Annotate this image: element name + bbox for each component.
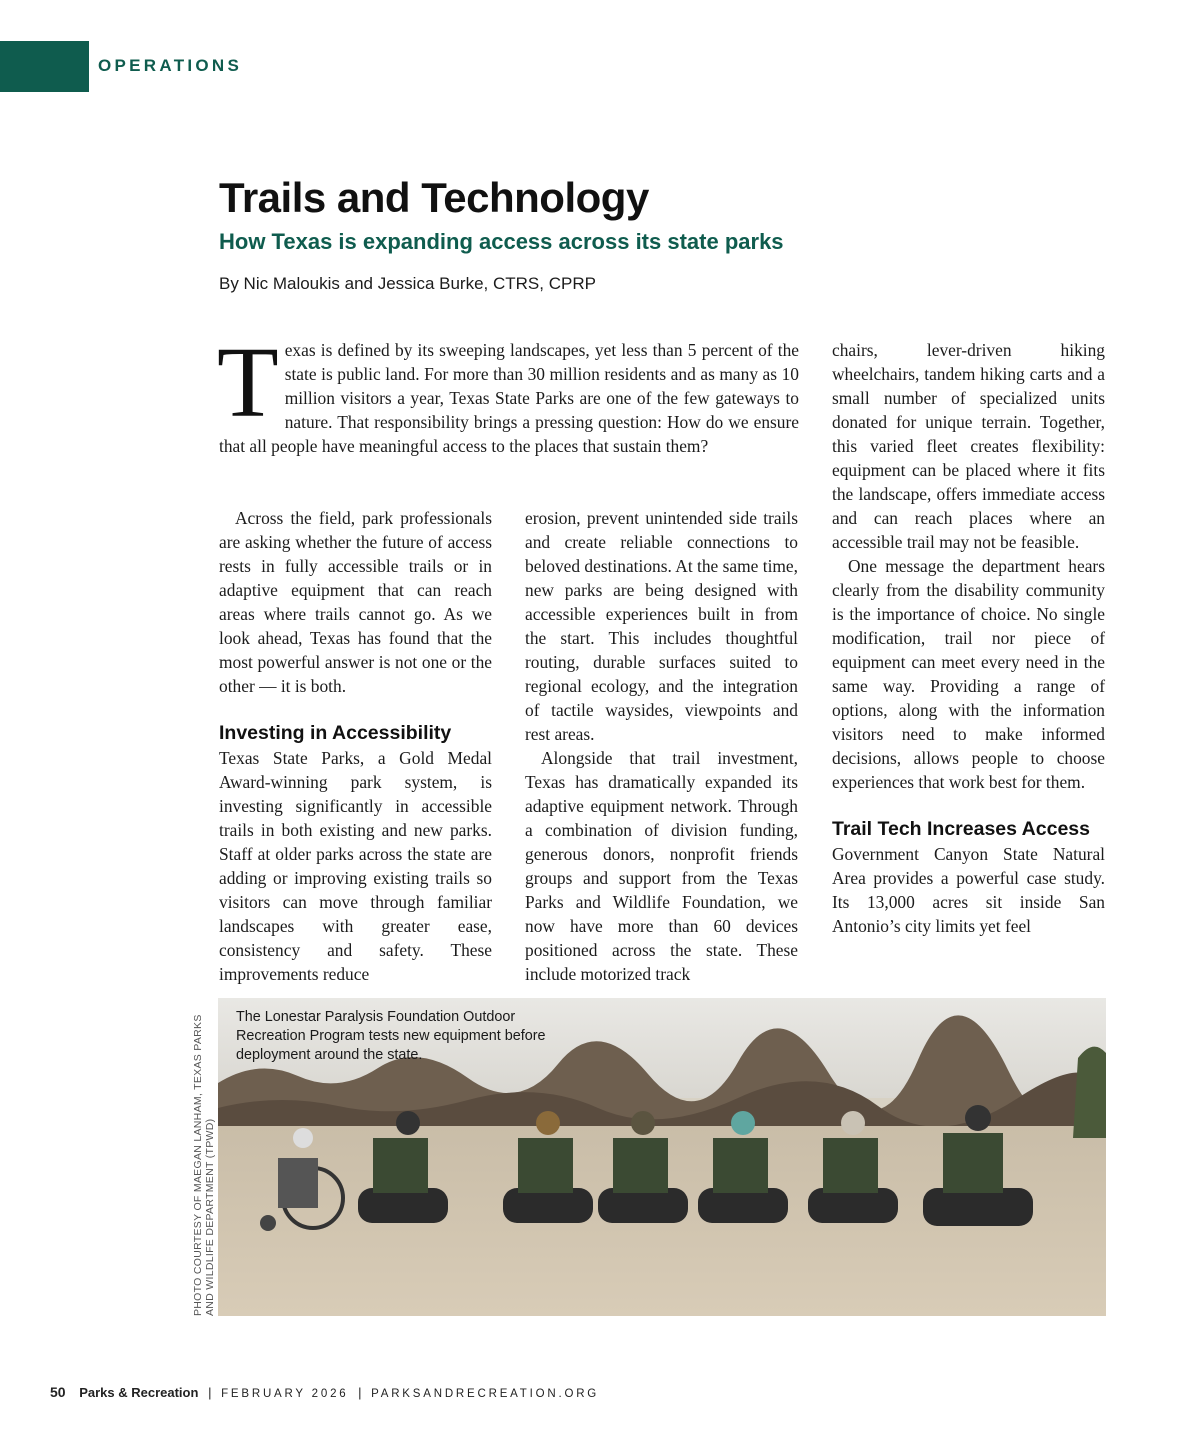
body-paragraph: chairs, lever-driven hiking wheelchairs, tandem hiking carts and a small number of specialized units donated for unique terrain. Together, this varied fleet creates flexibility: equipment can be placed where it fits the landscape, offers immediate access and can reach places where an accessible trail may not be feasible. <box>832 340 1105 552</box>
footer-separator: | <box>358 1385 362 1400</box>
body-paragraph: Alongside that trail investment, Texas has dramatically expanded its adaptive equipment network. Through a combination of division funding, generous donors, nonprofit friends groups and support from the Texas Parks and Wildlife Foundation, we now have more than 60 devices positioned across the state. These include motorized track <box>525 748 798 984</box>
subheading-investing: Investing in Accessibility <box>219 722 452 744</box>
article-title: Trails and Technology <box>219 174 649 221</box>
byline: By Nic Maloukis and Jessica Burke, CTRS, CPRP <box>219 274 596 293</box>
body-paragraph: Across the field, park professionals are asking whether the future of access rests in fully accessible trails or in adaptive equipment that can reach areas where trails cannot go. As we look ahead, Texas has found that the most powerful answer is not one or the other — it is both. <box>219 508 492 696</box>
drop-cap: T <box>217 326 279 438</box>
article-subtitle: How Texas is expanding access across its state parks <box>219 229 784 254</box>
column-2 <box>525 506 798 986</box>
section-color-block <box>0 41 89 92</box>
body-paragraph: One message the department hears clearly from the disability community is the importance of choice. No single modification, trail nor piece of equipment can meet every need in the same way. Providing a range of options, along with the information visitors need to make informed decisions, allows people to choose experiences that work best for them. <box>832 556 1105 792</box>
body-paragraph: Texas State Parks, a Gold Medal Award-winning park system, is investing significantly in accessible trails in both existing and new parks. Staff at older parks across the state are adding or improving existing trails so visitors can move through familiar landscapes with greater ease, consistency and safety. These improvements reduce <box>219 748 492 984</box>
subheading-trail-tech: Trail Tech Increases Access <box>832 818 1090 840</box>
body-paragraph: Government Canyon State Natural Area provides a powerful case study. Its 13,000 acres sit inside San Antonio’s city limits yet feel <box>832 844 1105 936</box>
column-3 <box>832 338 1105 938</box>
column-1 <box>219 506 492 986</box>
website-url: PARKSANDRECREATION.ORG <box>371 1388 600 1400</box>
footer-separator: | <box>208 1385 212 1400</box>
intro-text: exas is defined by its sweeping landscapes, yet less than 5 percent of the state is public land. For more than 30 million residents and as many as 10 million visitors a year, Texas State Parks are one of the few gateways to nature. That responsibility brings a pressing question: How do we ensure that all people have meaningful access to the places that sustain them? <box>219 340 799 456</box>
page-number: 50 <box>50 1384 66 1400</box>
magazine-name: Parks & Recreation <box>79 1385 199 1400</box>
photo-caption: The Lonestar Paralysis Foundation Outdoor Recreation Program tests new equipment before deployment around the state. <box>236 1009 546 1063</box>
body-paragraph: erosion, prevent unintended side trails and create reliable connections to beloved destinations. At the same time, new parks are being designed with accessible experiences built in from the start. This includes thoughtful routing, durable surfaces suited to regional ecology, and the integration of tactile waysides, viewpoints and rest areas. <box>525 508 798 744</box>
article-photo <box>218 998 1106 1316</box>
page-footer <box>50 1384 599 1400</box>
section-label: OPERATIONS <box>98 56 243 75</box>
photo-credit: PHOTO COURTESY OF MAEGAN LANHAM, TEXAS PARKS AND WILDLIFE DEPARTMENT (TPWD) <box>192 1014 216 1316</box>
intro-paragraph <box>217 326 799 458</box>
issue-date: FEBRUARY 2026 <box>221 1388 349 1400</box>
